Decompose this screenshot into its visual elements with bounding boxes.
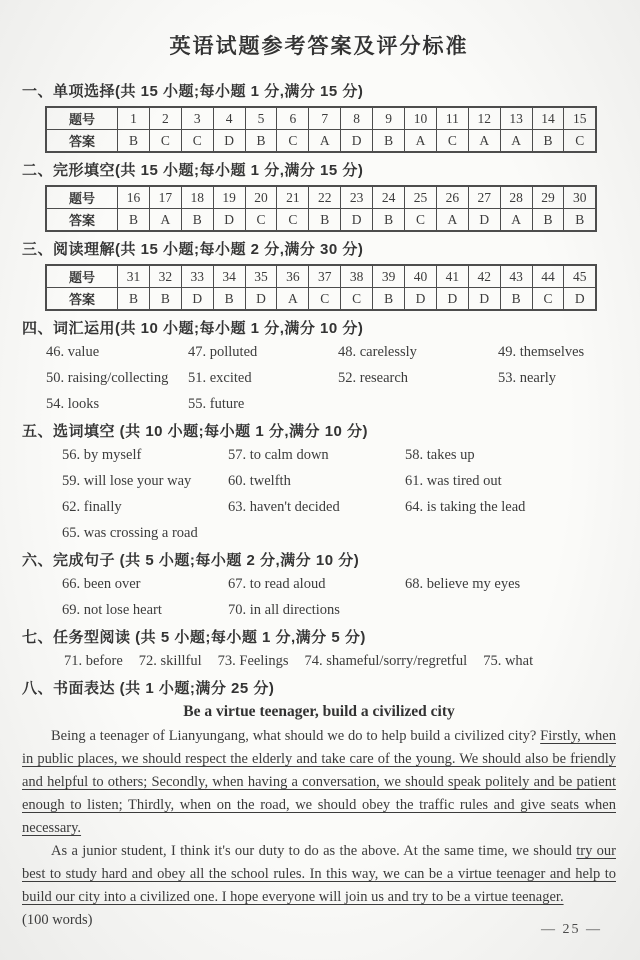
question-number-cell: 14 [532, 107, 564, 130]
question-number-cell: 35 [245, 265, 277, 288]
section-heading-word-fill: 五、选词填空 (共 10 小题;每小题 1 分,满分 10 分) [22, 423, 369, 440]
answer-cell: D [181, 288, 213, 311]
question-number-cell: 4 [213, 107, 245, 130]
question-number-cell: 3 [181, 107, 213, 130]
answer-item: 62. finally [62, 499, 122, 515]
answer-cell: D [405, 288, 437, 311]
question-number-cell: 13 [500, 107, 532, 130]
question-number-cell: 34 [213, 265, 245, 288]
answer-cell: C [277, 130, 309, 153]
answer-item: 60. twelfth [228, 473, 291, 489]
answer-cell: B [118, 209, 150, 232]
question-number-cell: 18 [181, 186, 213, 209]
answer-cell: B [118, 130, 150, 153]
answer-cell: A [405, 130, 437, 153]
section-heading-single-choice: 一、单项选择(共 15 小题;每小题 1 分,满分 15 分) [22, 83, 364, 100]
question-number-cell: 16 [118, 186, 150, 209]
question-number-cell: 23 [341, 186, 373, 209]
answer-cell: B [532, 209, 564, 232]
question-number-cell: 33 [181, 265, 213, 288]
vocabulary-answer-list [46, 343, 616, 414]
answer-cell: C [181, 130, 213, 153]
row-label: 题号 [46, 107, 118, 130]
question-number-cell: 26 [436, 186, 468, 209]
question-number-cell: 8 [341, 107, 373, 130]
answer-cell: C [532, 288, 564, 311]
answer-cell: C [149, 130, 181, 153]
answer-cell: D [341, 209, 373, 232]
answer-cell: C [405, 209, 437, 232]
answer-item: 72. skillful [138, 653, 202, 669]
answer-item: 49. themselves [498, 344, 585, 360]
answer-cell: D [436, 288, 468, 311]
essay-paragraph [22, 725, 616, 840]
answer-item: 63. haven't decided [228, 499, 340, 515]
answer-cell: B [532, 130, 564, 153]
question-number-cell: 28 [500, 186, 532, 209]
question-number-cell: 5 [245, 107, 277, 130]
answer-item: 54. looks [46, 396, 100, 412]
row-label: 题号 [46, 265, 118, 288]
question-number-cell: 32 [149, 265, 181, 288]
page-title: 英语试题参考答案及评分标准 [169, 35, 469, 58]
question-number-cell: 10 [405, 107, 437, 130]
question-number-cell: 24 [373, 186, 405, 209]
answer-cell: B [373, 209, 405, 232]
underlined-answer-text: Firstly, when in public places, we should respect the elderly and take care of the young. We should also be friendly and helpful to others; Secondly, when having a conversation, we should speak politely and be patient enough to listen; Thirdly, when on the road, we should obey the traffic rules and give seats when necessary. [22, 728, 616, 836]
question-number-cell: 37 [309, 265, 341, 288]
table-row [46, 186, 596, 209]
answer-table-single-choice [45, 106, 597, 153]
section-word-fill [22, 420, 616, 543]
answer-cell: A [149, 209, 181, 232]
essay-text: Being a teenager of Lianyungang, what should we do to help build a civilized city? [51, 728, 541, 744]
underlined-answer-text: try our best to study hard and obey all the school rules. In this way, we can be a virtue teenager and help to build our city into a civilized one. I hope everyone will join us and try to be a virtue teenager. [22, 843, 616, 905]
essay-text: As a junior student, I think it's our duty to do as the above. At the same time, we should [51, 843, 577, 859]
section-heading-cloze: 二、完形填空(共 15 小题;每小题 1 分,满分 15 分) [22, 162, 364, 179]
answer-cell: B [118, 288, 150, 311]
answer-cell: A [500, 130, 532, 153]
answer-cell: D [213, 130, 245, 153]
answer-item: 53. nearly [498, 370, 556, 386]
answer-item: 70. in all directions [228, 602, 340, 618]
answer-cell: B [564, 209, 596, 232]
answer-cell: C [436, 130, 468, 153]
question-number-cell: 1 [118, 107, 150, 130]
section-sentence-completion [22, 549, 616, 620]
answer-item: 48. carelessly [338, 344, 417, 360]
answer-item: 65. was crossing a road [62, 525, 198, 541]
question-number-cell: 9 [373, 107, 405, 130]
answer-item: 67. to read aloud [228, 576, 326, 592]
answer-cell: D [245, 288, 277, 311]
answer-cell: B [373, 130, 405, 153]
question-number-cell: 43 [500, 265, 532, 288]
answer-item: 56. by myself [62, 447, 142, 463]
answer-item: 52. research [338, 370, 409, 386]
answer-item: 64. is taking the lead [405, 499, 526, 515]
question-number-cell: 45 [564, 265, 596, 288]
answer-cell: C [564, 130, 596, 153]
section-vocabulary [22, 317, 616, 414]
question-number-cell: 19 [213, 186, 245, 209]
table-row [46, 209, 596, 232]
row-label: 答案 [46, 130, 118, 153]
table-row [46, 130, 596, 153]
answer-item: 47. polluted [188, 344, 258, 360]
model-essay [22, 725, 616, 932]
answer-item: 71. before [64, 653, 123, 669]
answer-cell: A [309, 130, 341, 153]
answer-table-reading [45, 264, 597, 311]
answer-item: 46. value [46, 344, 100, 360]
question-number-cell: 7 [309, 107, 341, 130]
section-heading-task-reading: 七、任务型阅读 (共 5 小题;每小题 1 分,满分 5 分) [22, 629, 366, 646]
answer-cell: A [277, 288, 309, 311]
answer-cell: C [277, 209, 309, 232]
question-number-cell: 17 [149, 186, 181, 209]
question-number-cell: 29 [532, 186, 564, 209]
answer-item: 57. to calm down [228, 447, 329, 463]
answer-item: 51. excited [188, 370, 252, 386]
answer-item: 74. shameful/sorry/regretful [304, 653, 468, 669]
answer-item: 73. Feelings [217, 653, 289, 669]
section-heading-writing: 八、书面表达 (共 1 小题;满分 25 分) [22, 680, 275, 697]
page-number: — 25 — [541, 922, 602, 937]
question-number-cell: 44 [532, 265, 564, 288]
answer-cell: B [309, 209, 341, 232]
word-fill-answer-list [62, 446, 616, 543]
section-heading-reading: 三、阅读理解(共 15 小题;每小题 2 分,满分 30 分) [22, 241, 364, 258]
task-reading-answer-list [64, 652, 616, 671]
answer-cell: D [468, 288, 500, 311]
answer-cell: D [564, 288, 596, 311]
question-number-cell: 36 [277, 265, 309, 288]
question-number-cell: 25 [405, 186, 437, 209]
row-label: 答案 [46, 288, 118, 311]
answer-item: 75. what [483, 653, 534, 669]
question-number-cell: 38 [341, 265, 373, 288]
section-single-choice [22, 80, 616, 153]
answer-cell: C [341, 288, 373, 311]
answer-cell: D [468, 209, 500, 232]
answer-item: 58. takes up [405, 447, 475, 463]
table-row [46, 265, 596, 288]
section-reading [22, 238, 616, 311]
question-number-cell: 40 [405, 265, 437, 288]
section-task-reading [22, 626, 616, 671]
question-number-cell: 39 [373, 265, 405, 288]
answer-cell: C [309, 288, 341, 311]
question-number-cell: 31 [118, 265, 150, 288]
question-number-cell: 20 [245, 186, 277, 209]
question-number-cell: 21 [277, 186, 309, 209]
question-number-cell: 11 [436, 107, 468, 130]
question-number-cell: 15 [564, 107, 596, 130]
word-count-note: (100 words) [22, 912, 93, 928]
answer-cell: B [500, 288, 532, 311]
table-row [46, 288, 596, 311]
row-label: 题号 [46, 186, 118, 209]
section-cloze [22, 159, 616, 232]
question-number-cell: 42 [468, 265, 500, 288]
question-number-cell: 12 [468, 107, 500, 130]
answer-cell: A [500, 209, 532, 232]
answer-item: 66. been over [62, 576, 141, 592]
answer-cell: D [341, 130, 373, 153]
question-number-cell: 22 [309, 186, 341, 209]
answer-cell: B [213, 288, 245, 311]
essay-paragraph [22, 840, 616, 909]
answer-item: 69. not lose heart [62, 602, 162, 618]
section-heading-vocabulary: 四、词汇运用(共 10 小题;每小题 1 分,满分 10 分) [22, 320, 364, 337]
answer-cell: B [149, 288, 181, 311]
question-number-cell: 41 [436, 265, 468, 288]
answer-table-cloze [45, 185, 597, 232]
answer-item: 68. believe my eyes [405, 576, 521, 592]
answer-item: 55. future [188, 396, 245, 412]
section-writing [22, 677, 616, 932]
question-number-cell: 2 [149, 107, 181, 130]
answer-cell: C [245, 209, 277, 232]
answer-item: 59. will lose your way [62, 473, 192, 489]
question-number-cell: 6 [277, 107, 309, 130]
answer-item: 50. raising/collecting [46, 370, 169, 386]
answer-item: 61. was tired out [405, 473, 502, 489]
answer-cell: B [181, 209, 213, 232]
row-label: 答案 [46, 209, 118, 232]
essay-title: Be a virtue teenager, build a civilized city [183, 703, 455, 720]
section-heading-sentence-completion: 六、完成句子 (共 5 小题;每小题 2 分,满分 10 分) [22, 552, 360, 569]
answer-cell: B [245, 130, 277, 153]
question-number-cell: 30 [564, 186, 596, 209]
answer-cell: D [213, 209, 245, 232]
sentence-completion-answer-list [62, 575, 616, 620]
answer-cell: A [436, 209, 468, 232]
answer-cell: B [373, 288, 405, 311]
answer-cell: A [468, 130, 500, 153]
table-row [46, 107, 596, 130]
question-number-cell: 27 [468, 186, 500, 209]
